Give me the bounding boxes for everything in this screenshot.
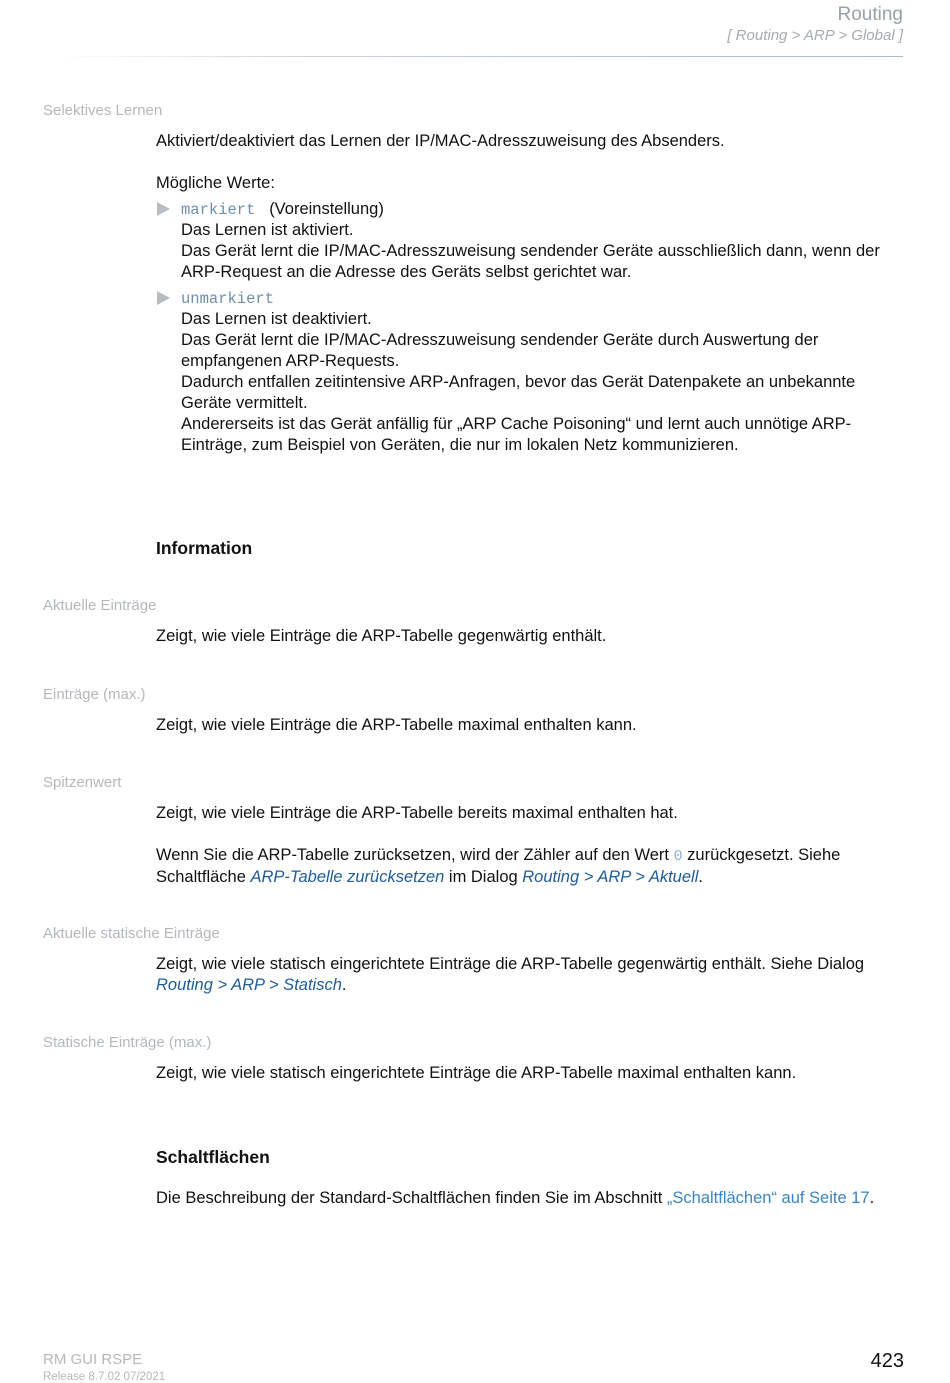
header-title: Routing [837,4,903,25]
bullet-triangle-icon [157,291,170,305]
footer-product: RM GUI RSPE [43,1351,143,1368]
param-label-static-max: Statische Einträge (max.) [43,1034,212,1051]
param-label-current-entries: Aktuelle Einträge [43,597,157,614]
option-unchecked-line4: Dadurch entfallen zeitintensive ARP-Anfragen, bevor das Gerät Datenpakete an unbekannte [181,373,856,391]
param-label-max-entries: Einträge (max.) [43,686,146,703]
section-heading-information: Information [156,538,253,558]
link-buttons-section[interactable]: „Schaltflächen“ auf Seite 17 [666,1189,870,1207]
text-span: . [698,868,703,886]
selective-learning-description: Aktiviert/deaktiviert das Lernen der IP/MAC-Adresszuweisung des Absenders. [156,132,725,150]
option-unchecked-line7: Einträge, zum Beispiel von Geräten, die nur im lokalen Netz kommunizieren. [181,436,739,454]
header-breadcrumb: [ Routing > ARP > Global ] [727,27,903,44]
text-span: im Dialog [444,868,523,886]
option-unchecked-line2: Das Gerät lernt die IP/MAC-Adresszuweisung sendender Geräte durch Auswertung der [181,331,819,349]
option-unchecked-line1: Das Lernen ist deaktiviert. [181,310,372,328]
static-current-description [156,954,906,996]
text-span: Zeigt, wie viele statisch eingerichtete Einträge die ARP-Tabelle gegenwärtig enthält. Siehe Dialog [156,955,865,973]
value-checked: markiert [181,201,256,219]
static-max-description: Zeigt, wie viele statisch eingerichtete Einträge die ARP-Tabelle maximal enthalten kann. [156,1064,797,1082]
text-span: Die Beschreibung der Standard-Schaltflächen finden Sie im Abschnitt [156,1189,667,1207]
possible-values-label: Mögliche Werte: [156,174,275,192]
current-entries-description: Zeigt, wie viele Einträge die ARP-Tabelle gegenwärtig enthält. [156,627,607,645]
text-span: Schaltfläche [156,868,251,886]
option-unchecked-line6: Andererseits ist das Gerät anfällig für „ARP Cache Poisoning“ und lernt auch unnötige ARP- [181,415,852,433]
section-heading-buttons: Schaltflächen [156,1147,270,1167]
value-zero: 0 [673,848,683,865]
option-checked-line3: ARP-Request an die Adresse des Geräts selbst gerichtet war. [181,263,632,281]
param-label-selective-learning: Selektives Lernen [43,102,163,119]
header-divider [56,56,903,57]
footer-release: Release 8.7.02 07/2021 [43,1371,166,1383]
param-label-static-current: Aktuelle statische Einträge [43,925,220,942]
option-checked [181,199,906,221]
option-unchecked-line3: empfangenen ARP-Requests. [181,352,400,370]
text-span: zurückgesetzt. Siehe [682,846,841,864]
buttons-description [156,1188,906,1209]
text-span: . [869,1189,875,1207]
text-span: Wenn Sie die ARP-Tabelle zurücksetzen, wird der Zähler auf den Wert [156,846,674,864]
peak-description: Zeigt, wie viele Einträge die ARP-Tabelle bereits maximal enthalten hat. [156,804,678,822]
value-unchecked: unmarkiert [181,290,275,308]
text-span: . [341,976,347,994]
bullet-triangle-icon [157,202,170,216]
link-routing-arp-current[interactable]: Routing > ARP > Aktuell [522,868,699,886]
param-label-peak: Spitzenwert [43,774,122,791]
max-entries-description: Zeigt, wie viele Einträge die ARP-Tabelle maximal enthalten kann. [156,716,637,734]
link-routing-arp-static[interactable]: Routing > ARP > Statisch [156,976,342,994]
option-checked-line1: Das Lernen ist aktiviert. [181,221,354,239]
option-checked-line2: Das Gerät lernt die IP/MAC-Adresszuweisung sendender Geräte ausschließlich dann, wenn der [181,242,880,260]
peak-reset-note [156,845,906,888]
link-reset-arp-table[interactable]: ARP-Tabelle zurücksetzen [250,868,445,886]
default-note: (Voreinstellung) [269,200,384,218]
option-unchecked-line5: Geräte vermittelt. [181,394,308,412]
page-number: 423 [870,1350,904,1372]
option-unchecked [181,288,906,310]
